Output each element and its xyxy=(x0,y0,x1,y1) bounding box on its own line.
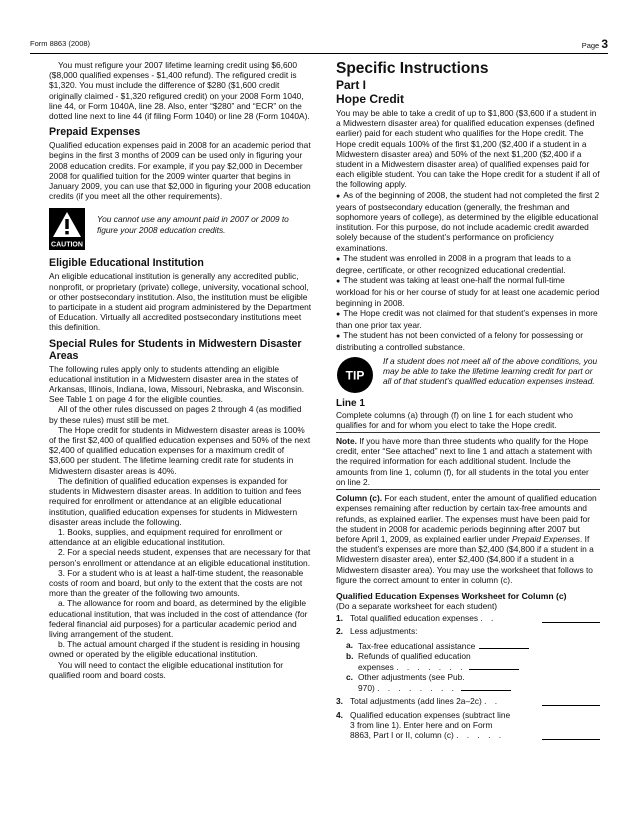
expense-item-3: 3. For a student who is at least a half-time student, the reasonable costs of room and board, but only to the extent that the costs are not more than the greater of the following two amounts. xyxy=(49,567,304,599)
page-label: Page xyxy=(581,41,600,50)
line1-heading: Line 1 xyxy=(336,397,365,409)
worksheet-line-2a xyxy=(336,640,600,651)
dot-leader: . . . . . xyxy=(456,730,505,741)
worksheet-line-2 xyxy=(336,626,600,636)
list-item: ● The Hope credit was not claimed for that student’s expenses in more than one prior tax year. xyxy=(336,308,600,330)
dot-leader: . . . . . . . xyxy=(396,661,466,672)
worksheet-line-number: 3. xyxy=(336,695,343,706)
dot-leader: . . xyxy=(480,613,497,624)
prepaid-heading: Prepaid Expenses xyxy=(49,126,141,139)
expense-item-3b: b. The actual amount charged if the student is residing in housing owned or operated by the eligible educational institution. xyxy=(49,639,300,660)
dot-leader: . . xyxy=(484,695,501,706)
list-item: ● The student has not been convicted of a felony for possessing or distributing a controlled substance. xyxy=(336,330,600,352)
column-c-italic: Prepaid Expenses xyxy=(512,533,580,544)
worksheet-line-4 xyxy=(336,710,600,741)
worksheet-line-text: Tax-free educational assistance xyxy=(358,640,476,651)
amount-field-line-4[interactable] xyxy=(542,731,600,740)
worksheet-line-text: Qualified education expenses (subtract line xyxy=(350,709,511,720)
amount-field-line-2c[interactable] xyxy=(461,682,511,691)
worksheet-line-label xyxy=(350,696,600,706)
caution-text: You cannot use any amount paid in 2007 or 2009 to figure your 2008 education credits. xyxy=(97,214,289,235)
worksheet-line-text: Total qualified education expenses xyxy=(350,613,479,624)
special-rules-p3: The Hope credit for students in Midwestern disaster areas is 100% of the first $2,400 of qualified education expenses and 50% of the next $2,400 of qualified education expenses for a maximum credit of $3,600 per student. The lifetime learning credit rate for students in Midwestern disaster areas is 40%. xyxy=(49,424,311,476)
worksheet-line-3 xyxy=(336,696,600,706)
special-rules-p4: The definition of qualified education expenses is expanded for students in Midwestern disaster areas. In addition to tuition and fees required for enrollment or attendance at an eligible educational institution, qualified education expenses for students in Midwestern disaster areas include the following. xyxy=(49,475,302,527)
eligible-heading: Eligible Educational Institution xyxy=(49,257,204,270)
worksheet-title: Qualified Education Expenses Worksheet for Column (c) xyxy=(336,590,567,601)
form-label: Form 8863 (2008) xyxy=(30,39,91,48)
divider xyxy=(336,489,600,490)
amount-field-line-2a[interactable] xyxy=(479,640,529,649)
section-title: Specific Instructions xyxy=(336,60,489,77)
worksheet-line-number: 2. xyxy=(336,626,343,637)
closing-paragraph: You will need to contact the eligible educational institution for qualified room and board costs. xyxy=(49,659,284,680)
expense-item-3a: a. The allowance for room and board, as determined by the eligible educational institution, that was included in the cost of attendance (for federal financial aid purposes) for a particular academic period and living arrangement of the student. xyxy=(49,598,308,639)
amount-field-line-2b[interactable] xyxy=(469,661,519,670)
note-paragraph xyxy=(336,436,600,487)
tip-text: If a student does not meet all of the above conditions, you may be able to take the lifetime learning credit for part or all of that student’s qualified education expenses instead. xyxy=(383,355,598,387)
tip-icon xyxy=(336,356,374,394)
worksheet-line-1 xyxy=(336,613,600,623)
worksheet-line-2b xyxy=(336,651,600,672)
worksheet-line-text: Total adjustments (add lines 2a–2c) xyxy=(350,695,482,706)
worksheet-line-text: 970) xyxy=(358,683,375,694)
header-rule xyxy=(30,53,608,54)
column-c-text-a: For each student, enter the amount of qualified education expenses remaining after reduction by certain tax-free amounts and refunds, as explained earlier. The expenses must have been paid for the student in 2008 for academic periods beginning after 2007 but before April 1, 2009, as explained earlier under xyxy=(336,493,597,544)
caution-icon xyxy=(49,208,85,250)
worksheet-line-2c xyxy=(336,672,600,693)
intro-paragraph: You must refigure your 2007 lifetime learning credit using $6,600 ($8,000 qualified expenses - $1,400 refund). The refigured credit is $1,320. You must include the difference of $280 ($1,600 credit originally claimed - $1,320 refigured credit) on your 2008 Form 1040, line 44, or Form 1040A, line 28. Also, enter “$280” and “ECR” on the dotted line next to line 44 (if filing Form 1040) or line 28 (Form 1040A). xyxy=(49,60,310,122)
worksheet-line-text: Refunds of qualified education xyxy=(358,650,471,661)
worksheet-line-number: 4. xyxy=(336,709,343,720)
worksheet-line-letter: b. xyxy=(346,650,354,661)
prepaid-paragraph: Qualified education expenses paid in 2008 for an academic period that begins in the first 3 months of 2009 can be used only in figuring your 2008 education credits. For example, if you pay $2,000 in December 2008 for qualified tuition for the 2009 winter quarter that begins in January 2009, you can use that $2,000 in figuring your 2008 education credits (if you meet all the other requirements). xyxy=(49,140,311,202)
worksheet-line-text: 8863, Part I or II, column (c) xyxy=(350,730,454,741)
left-column xyxy=(49,60,312,680)
column-c-paragraph xyxy=(336,493,600,585)
worksheet-line-text: 3 from line 1). Enter here and on Form xyxy=(350,719,493,730)
note-text: If you have more than three students who qualify for the Hope credit, enter “See attached” next to line 1 and attach a statement with the required information for each additional student. Include the amounts from line 1, column (f), for all students in the total you enter on line 2. xyxy=(336,436,593,487)
column-c-text-b: . If the student’s expenses are more than $2,400 ($4,800 if a student in a Midwestern disaster area), enter $2,400 ($4,800 if a student in a Midwestern disaster area). You may use the worksheet that follows to figure the correct amount to enter in column (c). xyxy=(336,533,594,585)
tip-label: TIP xyxy=(345,368,365,383)
part-heading: Part I xyxy=(336,78,367,92)
caution-label: CAUTION xyxy=(51,241,83,249)
hope-paragraph: You may be able to take a credit of up to $1,800 ($3,600 if a student in a Midwestern disaster area) for qualified education expenses (defined earlier) paid for each student who qualifies for the Hope credit. The Hope credit equals 100% of the first $1,200 ($2,400 if a student in a Midwestern disaster area) and 50% of the next $1,200 ($2,400 if a student in a Midwestern disaster area) of qualified expenses paid for each eligible student. You can take the Hope credit for a student if all of the following apply. xyxy=(336,108,600,190)
amount-field-line-3[interactable] xyxy=(542,697,600,706)
special-rules-p2: All of the other rules discussed on pages 2 through 4 (as modified by these rules) must still be met. xyxy=(49,404,302,425)
list-item: ● As of the beginning of 2008, the student had not completed the first 2 years of postsecondary education (generally, the freshman and sophomore years of college), as determined by the eligible educational institution. For this purpose, do not include academic credit awarded solely because of the student’s performance on proficiency examinations. xyxy=(336,190,600,253)
expense-item-1: 1. Books, supplies, and equipment required for enrollment or attendance at an eligible educational institution. xyxy=(49,526,283,548)
dot-leader: . . . . . . . . xyxy=(377,683,457,694)
worksheet-line-letter: a. xyxy=(346,639,353,650)
worksheet-line-label xyxy=(350,710,600,741)
list-item: ● The student was taking at least one-half the normal full-time workload for his or her course of study for at least one academic period beginning in 2008. xyxy=(336,275,600,308)
right-column xyxy=(336,60,600,740)
tip-box xyxy=(336,356,600,394)
page-header xyxy=(30,37,608,51)
caution-box xyxy=(49,208,312,250)
divider xyxy=(336,432,600,433)
page-number: 3 xyxy=(601,37,608,51)
amount-field-line-1[interactable] xyxy=(542,614,600,623)
expense-item-2: 2. For a special needs student, expenses that are necessary for that person’s enrollment or attendance at an eligible educational institution. xyxy=(49,547,311,568)
worksheet-line-label xyxy=(350,613,600,623)
page-indicator xyxy=(582,37,608,51)
worksheet-line-letter: c. xyxy=(346,672,353,683)
column-c-label: Column (c). xyxy=(336,493,383,504)
line1-paragraph: Complete columns (a) through (f) on line 1 for each student who qualifies for and for whom you elect to take the Hope credit. xyxy=(336,409,573,430)
hope-credit-heading: Hope Credit xyxy=(336,92,405,106)
note-label: Note. xyxy=(336,436,357,447)
special-rules-heading: Special Rules for Students in Midwestern Disaster Areas xyxy=(49,337,302,362)
list-item: ● The student was enrolled in 2008 in a program that leads to a degree, certificate, or other recognized educational credential. xyxy=(336,253,600,275)
worksheet-subtitle: (Do a separate worksheet for each student) xyxy=(336,600,498,611)
eligible-paragraph: An eligible educational institution is generally any accredited public, nonprofit, or proprietary (private) college, university, vocational school, or other postsecondary institution. Also, the institution must be eligible to participate in a student aid program administered by the Department of Education. Virtually all accredited postsecondary institutions meet this definition. xyxy=(49,271,312,333)
worksheet-line-text: Other adjustments (see Pub. xyxy=(358,672,465,683)
worksheet-line-text: Less adjustments: xyxy=(350,626,418,637)
worksheet-line-number: 1. xyxy=(336,613,343,624)
special-rules-p1: The following rules apply only to students attending an eligible educational institution in a Midwestern disaster area in the states of Arkansas, Illinois, Indiana, Iowa, Missouri, Nebraska, and Wisconsin. See Table 1 on page 4 for the eligible counties. xyxy=(49,363,305,405)
worksheet-line-text: expenses xyxy=(358,661,394,672)
